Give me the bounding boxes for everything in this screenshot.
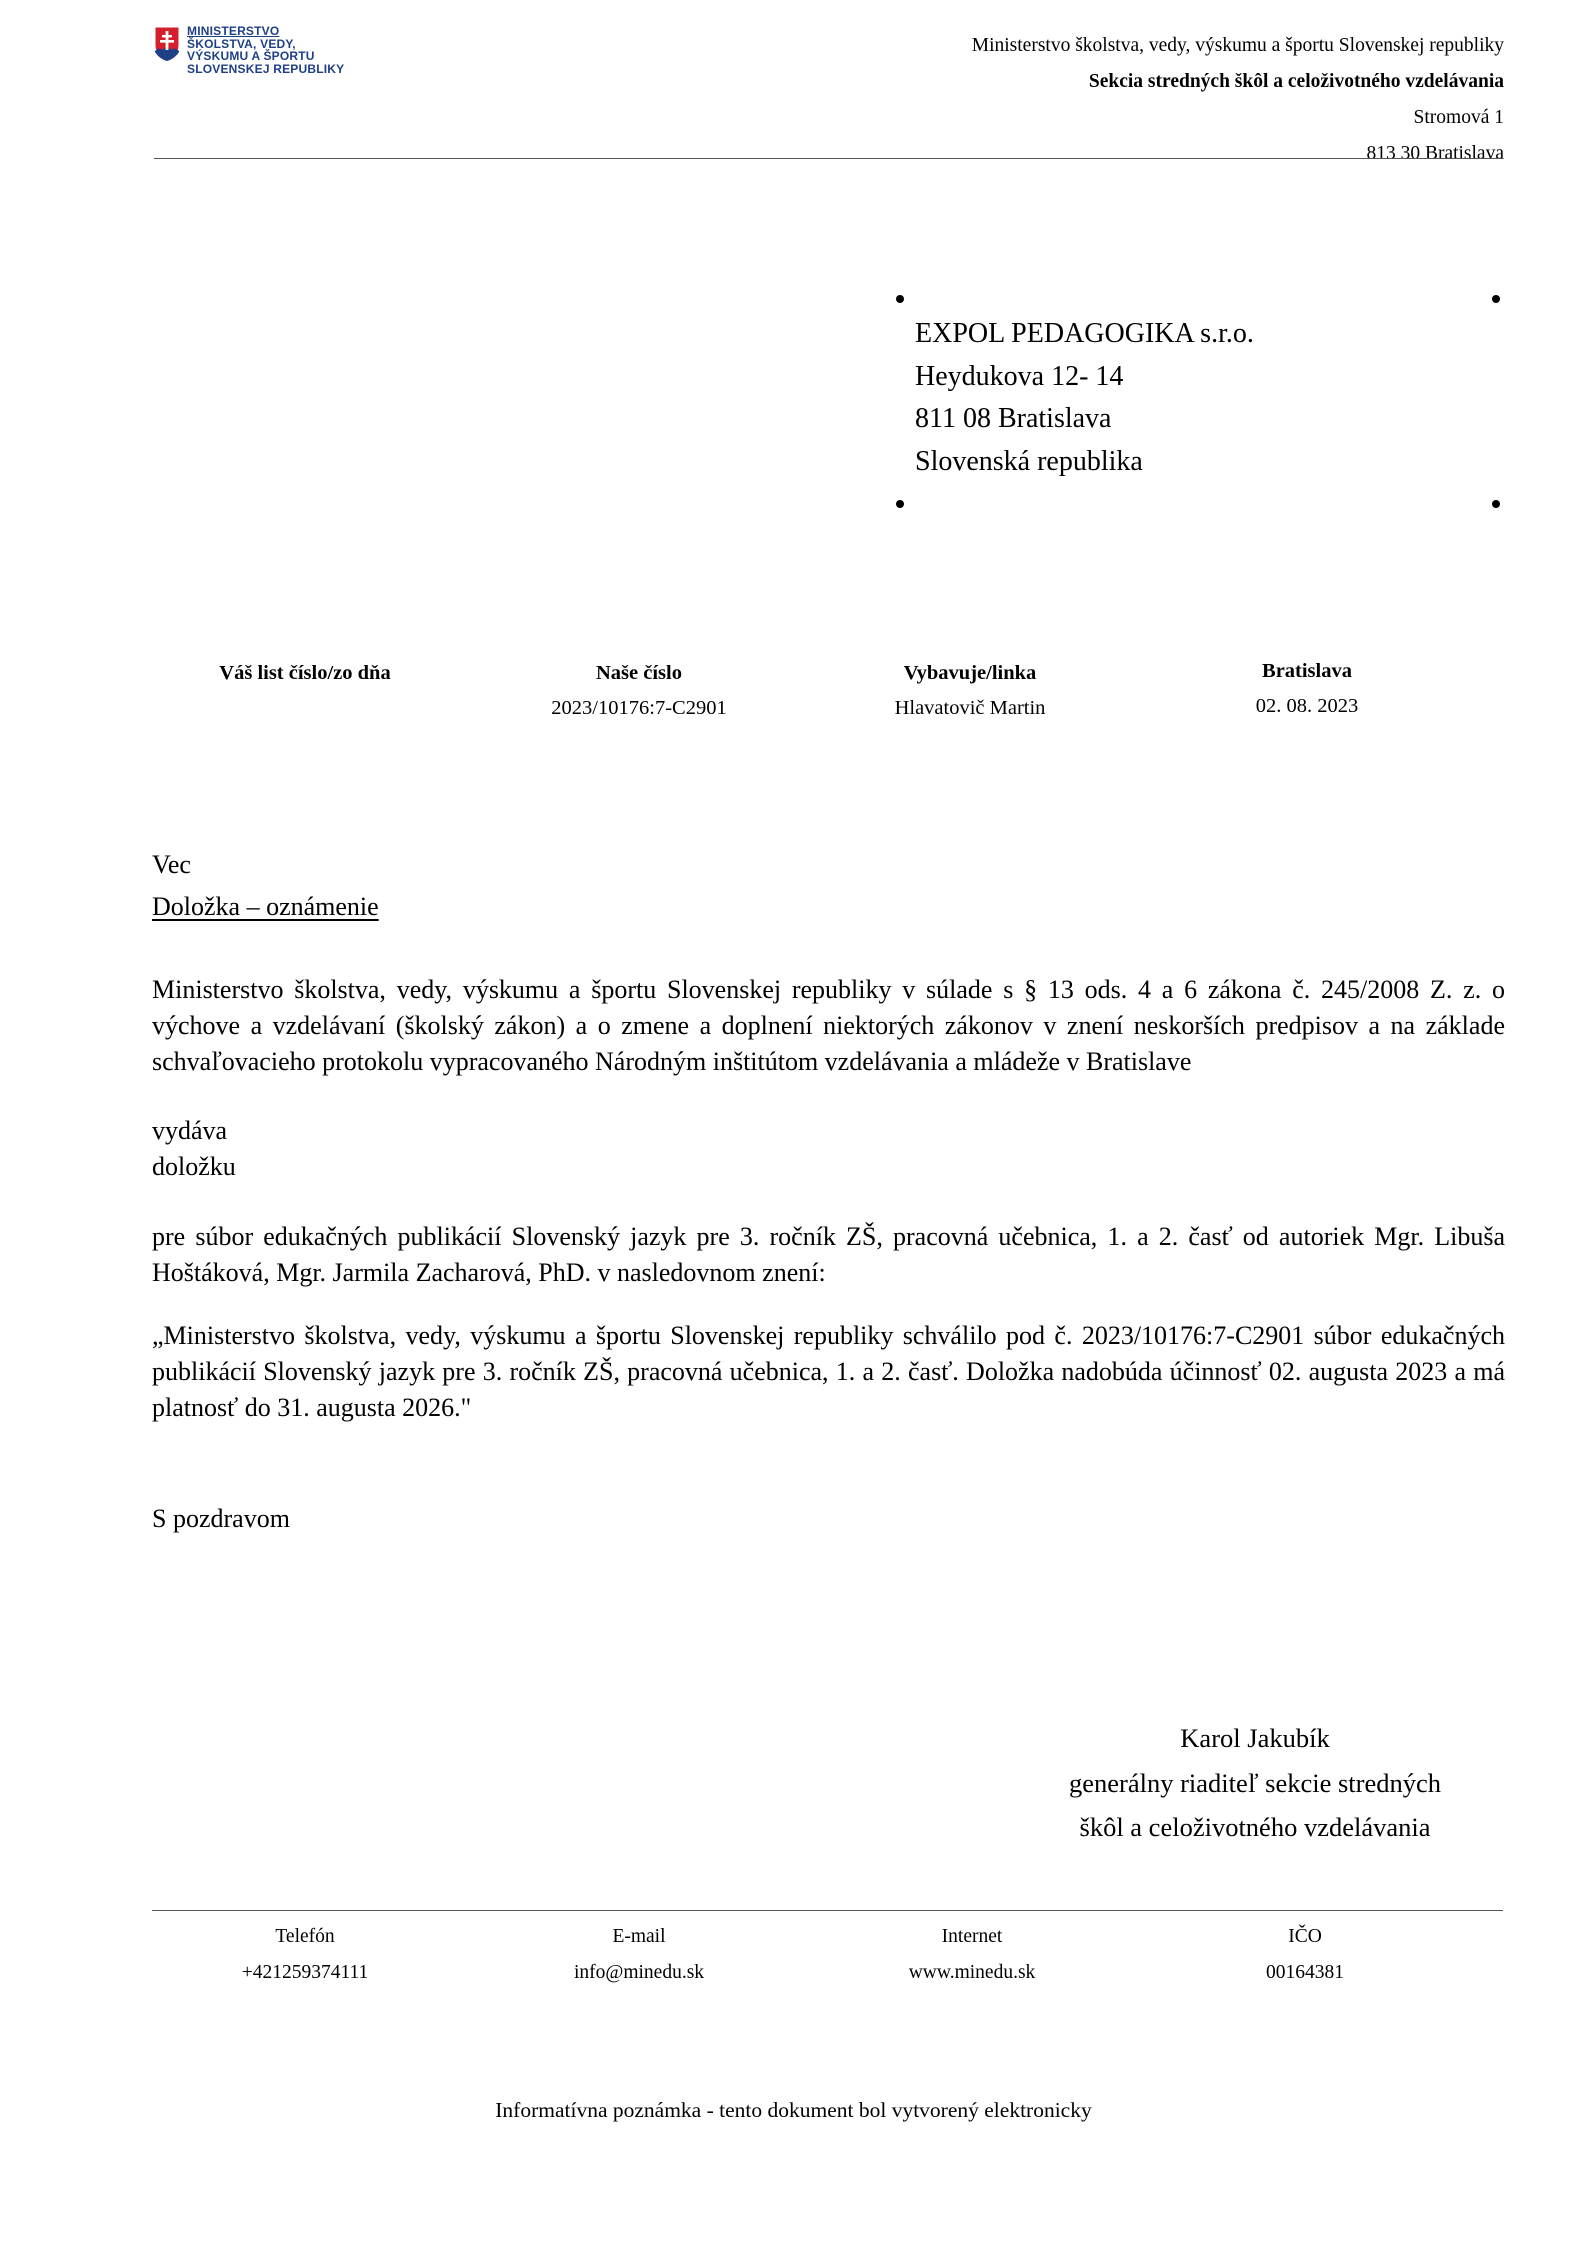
logo-line: SLOVENSKEJ REPUBLIKY — [187, 61, 345, 76]
subject-text: Doložka – oznámenie — [152, 892, 379, 921]
paragraph-publication: pre súbor edukačných publikácií Slovenský jazyk pre 3. ročník ZŠ, pracovná učebnica, 1. a 2. časť od autoriek Mgr. Libuša Hoštáková, Mgr. Jarmila Zacharová, PhD. v nasledovnom znení: — [152, 1222, 1505, 1287]
place-label: Bratislava — [1262, 660, 1352, 682]
header-ministry: Ministerstvo školstva, vedy, výskumu a športu Slovenskej republiky — [971, 35, 1504, 56]
footer-internet-label: Internet — [941, 1926, 1003, 1947]
handled-by-column — [820, 662, 1120, 720]
letter-date: 02. 08. 2023 — [1255, 695, 1359, 717]
recipient-country: Slovenská republika — [915, 445, 1143, 477]
handled-by-value: Hlavatovič Martin — [894, 697, 1046, 719]
sender-header — [972, 28, 1504, 172]
footer-internet-value: www.minedu.sk — [908, 1962, 1036, 1983]
footer-ico-value: 00164381 — [1266, 1962, 1344, 1983]
recipient-address — [915, 313, 1254, 483]
ministry-logo — [154, 25, 394, 95]
logo-line: VÝSKUMU A ŠPORTU — [187, 49, 315, 63]
signatory-title-line: škôl a celoživotného vzdelávania — [1079, 1812, 1431, 1842]
logo-line: ŠKOLSTVA, VEDY, — [187, 36, 296, 51]
header-section: Sekcia stredných škôl a celoživotného vzdelávania — [1088, 71, 1504, 92]
handled-by-label: Vybavuje/linka — [903, 662, 1037, 684]
signatory-title-line: generálny riaditeľ sekcie stredných — [1068, 1767, 1442, 1798]
greeting: S pozdravom — [152, 1504, 290, 1533]
your-letter-column — [150, 662, 460, 685]
paragraph-legal-basis: Ministerstvo školstva, vedy, výskumu a športu Slovenskej republiky v súlade s § 13 ods. 4 a 6 zákona č. 245/2008 Z. z. o výchove a vzdelávaní (školský zákon) a o zmene a doplnení niektorých zákonov v znení neskorších predpisov a na základe schvaľovacieho protokolu vypracovaného Národným inštitútom vzdelávania a mládeže v Bratislave — [152, 975, 1505, 1076]
footer-phone-label: Telefón — [275, 1926, 335, 1947]
signature-block — [1040, 1716, 1470, 1850]
footer-email — [489, 1926, 789, 1984]
recipient-name: EXPOL PEDAGOGIKA s.r.o. — [915, 318, 1254, 349]
footer-phone — [155, 1926, 455, 1984]
footer-divider — [152, 1910, 1503, 1911]
electronic-document-note: Informatívna poznámka - tento dokument bol vytvorený elektronicky — [495, 2098, 1092, 2122]
address-corner-mark — [896, 500, 904, 508]
issues-block — [152, 1113, 1505, 1185]
address-corner-mark — [896, 295, 904, 303]
header-divider — [154, 158, 1503, 159]
address-corner-mark — [1492, 295, 1500, 303]
clause-text: doložku — [152, 1152, 236, 1181]
slovak-coat-of-arms-icon — [154, 26, 180, 62]
header-city: 813 30 Bratislava — [1366, 143, 1504, 164]
footer-ico — [1155, 1926, 1455, 1984]
footer-internet — [822, 1926, 1122, 1984]
signatory-name: Karol Jakubík — [1180, 1723, 1330, 1753]
our-number-column — [489, 662, 789, 720]
our-number-label: Naše číslo — [596, 662, 682, 684]
recipient-street: Heydukova 12- 14 — [915, 360, 1124, 392]
paragraph-quote: „Ministerstvo školstva, vedy, výskumu a športu Slovenskej republiky schválilo pod č. 2023/10176:7-C2901 súbor edukačných publikácií Slovenský jazyk pre 3. ročník ZŠ, pracovná učebnica, 1. a 2. časť. Doložka nadobúda účinnosť 02. augusta 2023 a má platnosť do 31. augusta 2026." — [152, 1321, 1505, 1422]
recipient-city: 811 08 Bratislava — [915, 403, 1112, 434]
subject-block — [152, 847, 1505, 925]
address-corner-mark — [1492, 500, 1500, 508]
footer-email-label: E-mail — [612, 1926, 666, 1947]
header-street: Stromová 1 — [1413, 107, 1504, 128]
issues-text: vydáva — [152, 1116, 228, 1145]
your-letter-label: Váš list číslo/zo dňa — [219, 662, 391, 684]
footer-phone-value: +421259374111 — [241, 1962, 369, 1983]
footer-email-value: info@minedu.sk — [573, 1962, 705, 1983]
logo-line: MINISTERSTVO — [187, 24, 280, 38]
subject-label: Vec — [152, 850, 191, 879]
place-date-column — [1157, 660, 1457, 718]
our-number-value: 2023/10176:7-C2901 — [551, 697, 727, 719]
footer-ico-label: IČO — [1288, 1926, 1322, 1947]
